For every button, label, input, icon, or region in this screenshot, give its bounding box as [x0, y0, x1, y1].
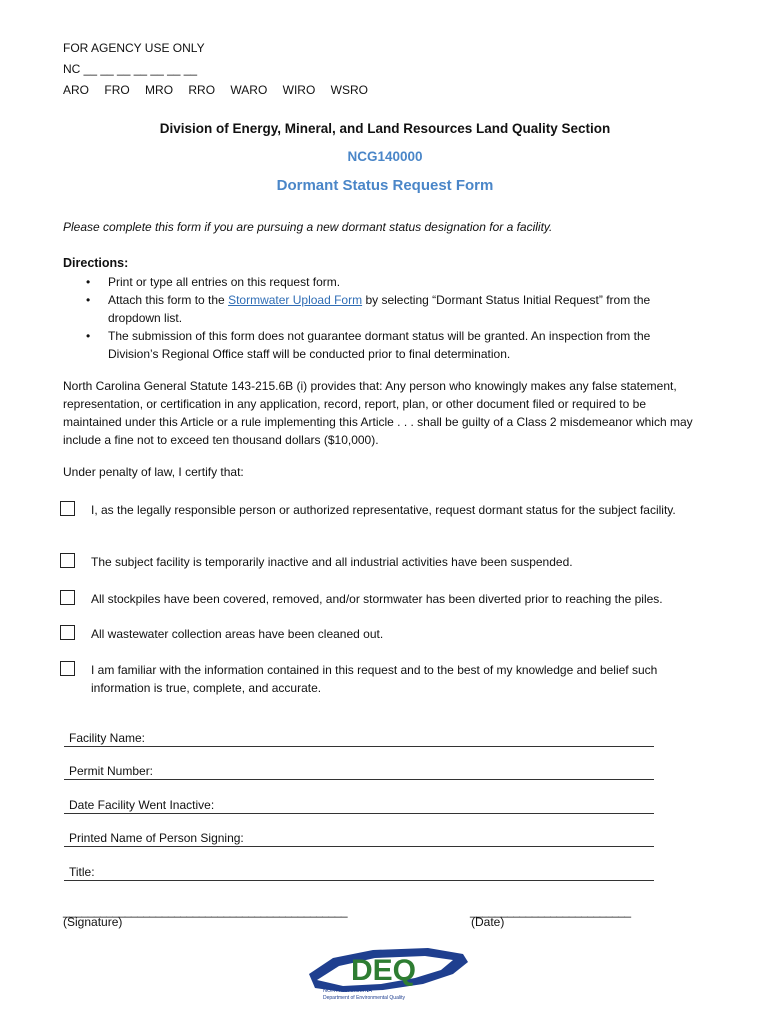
certification-text: All wastewater collection areas have been cleaned out.: [91, 627, 384, 641]
certification-checkbox[interactable]: [60, 553, 75, 568]
printed-name-field[interactable]: [64, 828, 654, 847]
region-code: RRO: [188, 83, 216, 97]
direction-item: [80, 273, 700, 291]
deq-logo: [303, 940, 473, 1004]
directions-list: [80, 273, 700, 363]
certification-checkbox[interactable]: [60, 590, 75, 605]
certification-text: I am familiar with the information contained in this request and to the best of my knowledge and belief such information is true, complete, and accurate.: [91, 663, 658, 695]
certification-text: I, as the legally responsible person or authorized representative, request dormant status for the subject facility.: [91, 503, 676, 517]
region-code: WSRO: [330, 83, 368, 97]
date-inactive-label: Date Facility Went Inactive:: [69, 798, 215, 812]
direction-item: [80, 327, 700, 363]
direction-text: Print or type all entries on this request form.: [108, 275, 341, 289]
certification-checkbox[interactable]: [60, 625, 75, 640]
statute-paragraph: North Carolina General Statute 143-215.6B (i) provides that: Any person who knowingly makes any false statement, representation, or certification in any application, record, report, plan, or other document filed or required to be maintained under this Article or a rule implementing this Article . . . shall be guilty of a Class 2 misdemeanor which may include a fine not to exceed ten thousand dollars ($10,000).: [63, 379, 693, 447]
facility-name-label: Facility Name:: [69, 731, 146, 745]
logo-deq-text: DEQ: [351, 954, 417, 987]
facility-name-field[interactable]: [64, 728, 654, 747]
nc-number-line: NC __ __ __ __ __ __ __: [63, 62, 198, 76]
intro-text: Please complete this form if you are pursuing a new dormant status designation for a facility.: [63, 220, 553, 234]
signature-label: (Signature): [63, 915, 123, 929]
certification-checkbox[interactable]: [60, 661, 75, 676]
certification-text: All stockpiles have been covered, removed, and/or stormwater has been diverted prior to reaching the piles.: [91, 592, 663, 606]
direction-item: [80, 291, 700, 327]
printed-name-label: Printed Name of Person Signing:: [69, 831, 244, 845]
region-code: MRO: [145, 83, 174, 97]
signature-line[interactable]: ______________________________________________: [63, 904, 347, 918]
direction-text-pre: Attach this form to the: [108, 293, 229, 307]
directions-heading: Directions:: [63, 256, 129, 270]
region-codes: [63, 80, 380, 101]
title-field[interactable]: [64, 862, 654, 881]
direction-text-post: by selecting “Dormant Status Initial Request” from the dropdown list.: [108, 293, 651, 325]
permit-number-label: Permit Number:: [69, 764, 154, 778]
stormwater-upload-form-link[interactable]: Stormwater Upload Form: [228, 293, 363, 307]
date-line[interactable]: __________________________: [470, 904, 631, 918]
region-code: WARO: [230, 83, 268, 97]
agency-use-label: FOR AGENCY USE ONLY: [63, 41, 205, 55]
direction-text: The submission of this form does not guarantee dormant status will be granted. An inspection from the Division’s Regional Office staff will be conducted prior to final determination.: [108, 329, 651, 361]
region-code: FRO: [104, 83, 130, 97]
region-code: ARO: [63, 83, 90, 97]
form-title: Dormant Status Request Form: [276, 177, 494, 194]
certification-checkbox[interactable]: [60, 501, 75, 516]
date-label: (Date): [471, 915, 505, 929]
permit-number-field[interactable]: [64, 761, 654, 780]
agency-use-block: [63, 38, 380, 101]
certification-text: The subject facility is temporarily inactive and all industrial activities have been suspended.: [91, 555, 573, 569]
division-heading: Division of Energy, Mineral, and Land Resources Land Quality Section: [159, 121, 611, 136]
title-label: Title:: [69, 865, 95, 879]
logo-state-text: NORTH CAROLINA: [323, 988, 373, 994]
region-code: WIRO: [282, 83, 316, 97]
date-inactive-field[interactable]: [64, 795, 654, 814]
permit-heading: NCG140000: [347, 149, 423, 164]
logo-dept-text: Department of Environmental Quality: [323, 995, 405, 1001]
penalty-statement: Under penalty of law, I certify that:: [63, 465, 244, 479]
